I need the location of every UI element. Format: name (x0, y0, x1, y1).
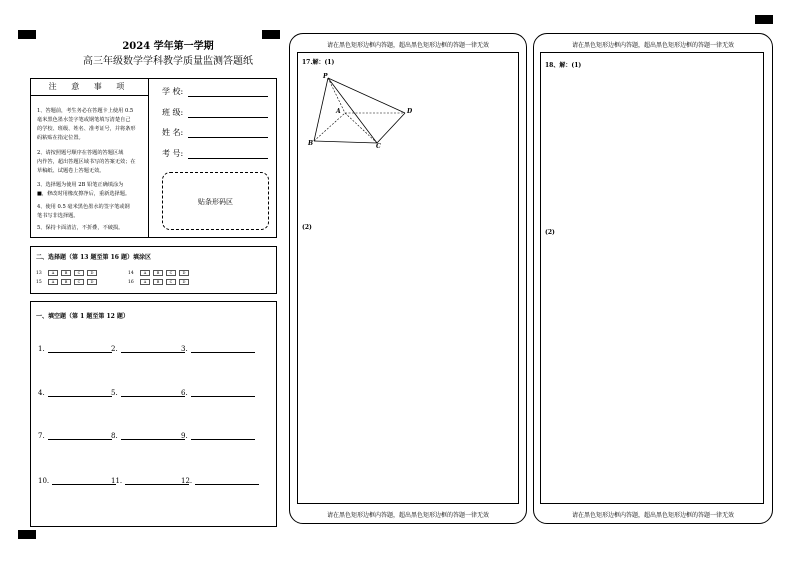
edge-ba (314, 113, 345, 141)
choice-number: 13 (36, 270, 42, 276)
q18-part2-label: (2) (545, 229, 555, 236)
choice-option-b[interactable]: B (153, 279, 163, 285)
answer-line[interactable] (121, 395, 185, 397)
choice-option-a[interactable]: A (48, 270, 58, 276)
fill-number: 10. (38, 477, 50, 485)
point-p-label: P (323, 73, 328, 80)
exam-number-label: 考 号: (162, 149, 184, 158)
answer-line[interactable] (48, 351, 112, 353)
choice-option-a[interactable]: A (48, 279, 58, 285)
notice-line: 2、请按照题号顺序在答题的答题区域 (37, 150, 124, 156)
notice-heading: 注 意 事 项 (31, 79, 148, 96)
answer-line[interactable] (191, 395, 255, 397)
edge-ac (345, 113, 377, 143)
q17-part2-label: (2) (302, 224, 312, 231)
fill-item-10 (38, 477, 116, 485)
q18-label: 18、解：(1) (545, 62, 582, 69)
answer-line[interactable] (121, 438, 185, 440)
choice-number: 15 (36, 279, 42, 285)
fill-item-1 (38, 345, 112, 353)
notice-line: 笔书写非选择题。 (37, 213, 79, 219)
notice-line: 4、使用 0.5 毫米黑色墨水的签字笔或钢 (37, 204, 130, 210)
alignment-mark-top-left (18, 30, 36, 39)
notice-box (30, 78, 149, 238)
fill-section-title: 一、填空题（第 1 题至第 12 题） (36, 313, 129, 320)
notice-line: 码粘贴在指定位置。 (37, 135, 84, 141)
choice-option-d[interactable]: D (179, 279, 189, 285)
fill-number: 2. (111, 345, 118, 353)
choice-section-title: 二、选择题（第 13 题至第 16 题）填涂区 (36, 254, 152, 261)
notice-line: ■，修改时用橡皮擦净后，重新选择题。 (37, 191, 131, 197)
fill-item-2 (111, 345, 185, 353)
notice-line: 1、答题前，考生务必在答题卡上使用 0.5 (37, 108, 134, 114)
point-a-label: A (336, 108, 341, 115)
fill-number: 3. (181, 345, 188, 353)
pyramid-figure (305, 70, 415, 150)
choice-number: 16 (128, 279, 134, 285)
choice-option-c[interactable]: C (166, 270, 176, 276)
fill-number: 6. (181, 389, 188, 397)
fill-number: 5. (111, 389, 118, 397)
notice-line: 内作答，超出答题区域书写的答案无效；在 (37, 159, 136, 165)
edge-pb (314, 78, 328, 141)
choice-number: 14 (128, 270, 134, 276)
point-d-label: D (407, 108, 413, 115)
q18-warning-bottom: 请在黑色矩形边框内答题，超出黑色矩形边框的答题一律无效 (571, 512, 734, 519)
fill-number: 12. (181, 477, 193, 485)
notice-line: 的学校、班级、姓名、准考证号，并将条形 (37, 126, 136, 132)
name-label: 姓 名: (162, 128, 184, 137)
fill-number: 4. (38, 389, 45, 397)
choice-option-c[interactable]: C (166, 279, 176, 285)
choice-option-b[interactable]: B (61, 270, 71, 276)
fill-number: 9. (181, 432, 188, 440)
fill-number: 11. (111, 477, 123, 485)
name-input-line[interactable] (188, 136, 268, 138)
alignment-mark-top-right (755, 15, 773, 24)
edge-cd (377, 113, 405, 143)
q17-warning-top: 请在黑色矩形边框内答题，超出黑色矩形边框的答题一律无效 (326, 42, 489, 49)
fill-item-8 (111, 432, 185, 440)
fill-number: 1. (38, 345, 45, 353)
answer-line[interactable] (195, 483, 259, 485)
fill-item-12 (181, 477, 259, 485)
choice-row-13 (36, 270, 100, 276)
class-input-line[interactable] (188, 116, 268, 118)
school-input-line[interactable] (188, 95, 268, 97)
answer-line[interactable] (191, 438, 255, 440)
choice-row-15 (36, 279, 100, 285)
point-c-label: C (376, 143, 381, 150)
exam-number-input-line[interactable] (188, 157, 268, 159)
alignment-mark-bottom-left (18, 530, 36, 539)
fill-number: 8. (111, 432, 118, 440)
choice-option-d[interactable]: D (179, 270, 189, 276)
choice-option-b[interactable]: B (153, 270, 163, 276)
answer-line[interactable] (125, 483, 189, 485)
choice-row-14 (128, 270, 192, 276)
fill-item-7 (38, 432, 112, 440)
choice-option-d[interactable]: D (87, 270, 97, 276)
choice-option-c[interactable]: C (74, 279, 84, 285)
edge-bc (314, 141, 377, 143)
fill-item-4 (38, 389, 112, 397)
notice-line: 3、选择题为使用 2B 铅笔正确填涂为 (37, 182, 124, 188)
answer-line[interactable] (121, 351, 185, 353)
fill-section-box (30, 301, 277, 527)
choice-option-d[interactable]: D (87, 279, 97, 285)
fill-item-5 (111, 389, 185, 397)
choice-option-c[interactable]: C (74, 270, 84, 276)
page-title-line1: 2024 学年第一学期 (122, 41, 214, 52)
q18-warning-top: 请在黑色矩形边框内答题，超出黑色矩形边框的答题一律无效 (571, 42, 734, 49)
point-b-label: B (308, 140, 314, 147)
choice-option-a[interactable]: A (140, 270, 150, 276)
school-label: 学 校: (162, 87, 184, 96)
q17-warning-bottom: 请在黑色矩形边框内答题，超出黑色矩形边框的答题一律无效 (326, 512, 489, 519)
q18-answer-box[interactable] (540, 52, 764, 504)
answer-line[interactable] (48, 395, 112, 397)
notice-line: 5、保持卡面清洁，不折叠，不破损。 (37, 225, 124, 231)
page-title-line2: 高三年级数学学科教学质量监测答题纸 (83, 56, 253, 67)
q17-label: 17.解：(1) (302, 59, 335, 66)
fill-item-3 (181, 345, 255, 353)
fill-item-11 (111, 477, 189, 485)
barcode-area[interactable]: 贴条形码区 (162, 172, 269, 230)
fill-item-6 (181, 389, 255, 397)
choice-option-b[interactable]: B (61, 279, 71, 285)
fill-number: 7. (38, 432, 45, 440)
notice-line: 草稿纸、试题卷上答题无效。 (37, 168, 105, 174)
fill-item-9 (181, 432, 255, 440)
answer-line[interactable] (52, 483, 116, 485)
notice-line: 毫米黑色墨水签字笔或钢笔填写清楚自己 (37, 117, 131, 123)
answer-line[interactable] (191, 351, 255, 353)
class-label: 班 级: (162, 108, 184, 117)
choice-row-16 (128, 279, 192, 285)
choice-option-a[interactable]: A (140, 279, 150, 285)
answer-line[interactable] (48, 438, 112, 440)
